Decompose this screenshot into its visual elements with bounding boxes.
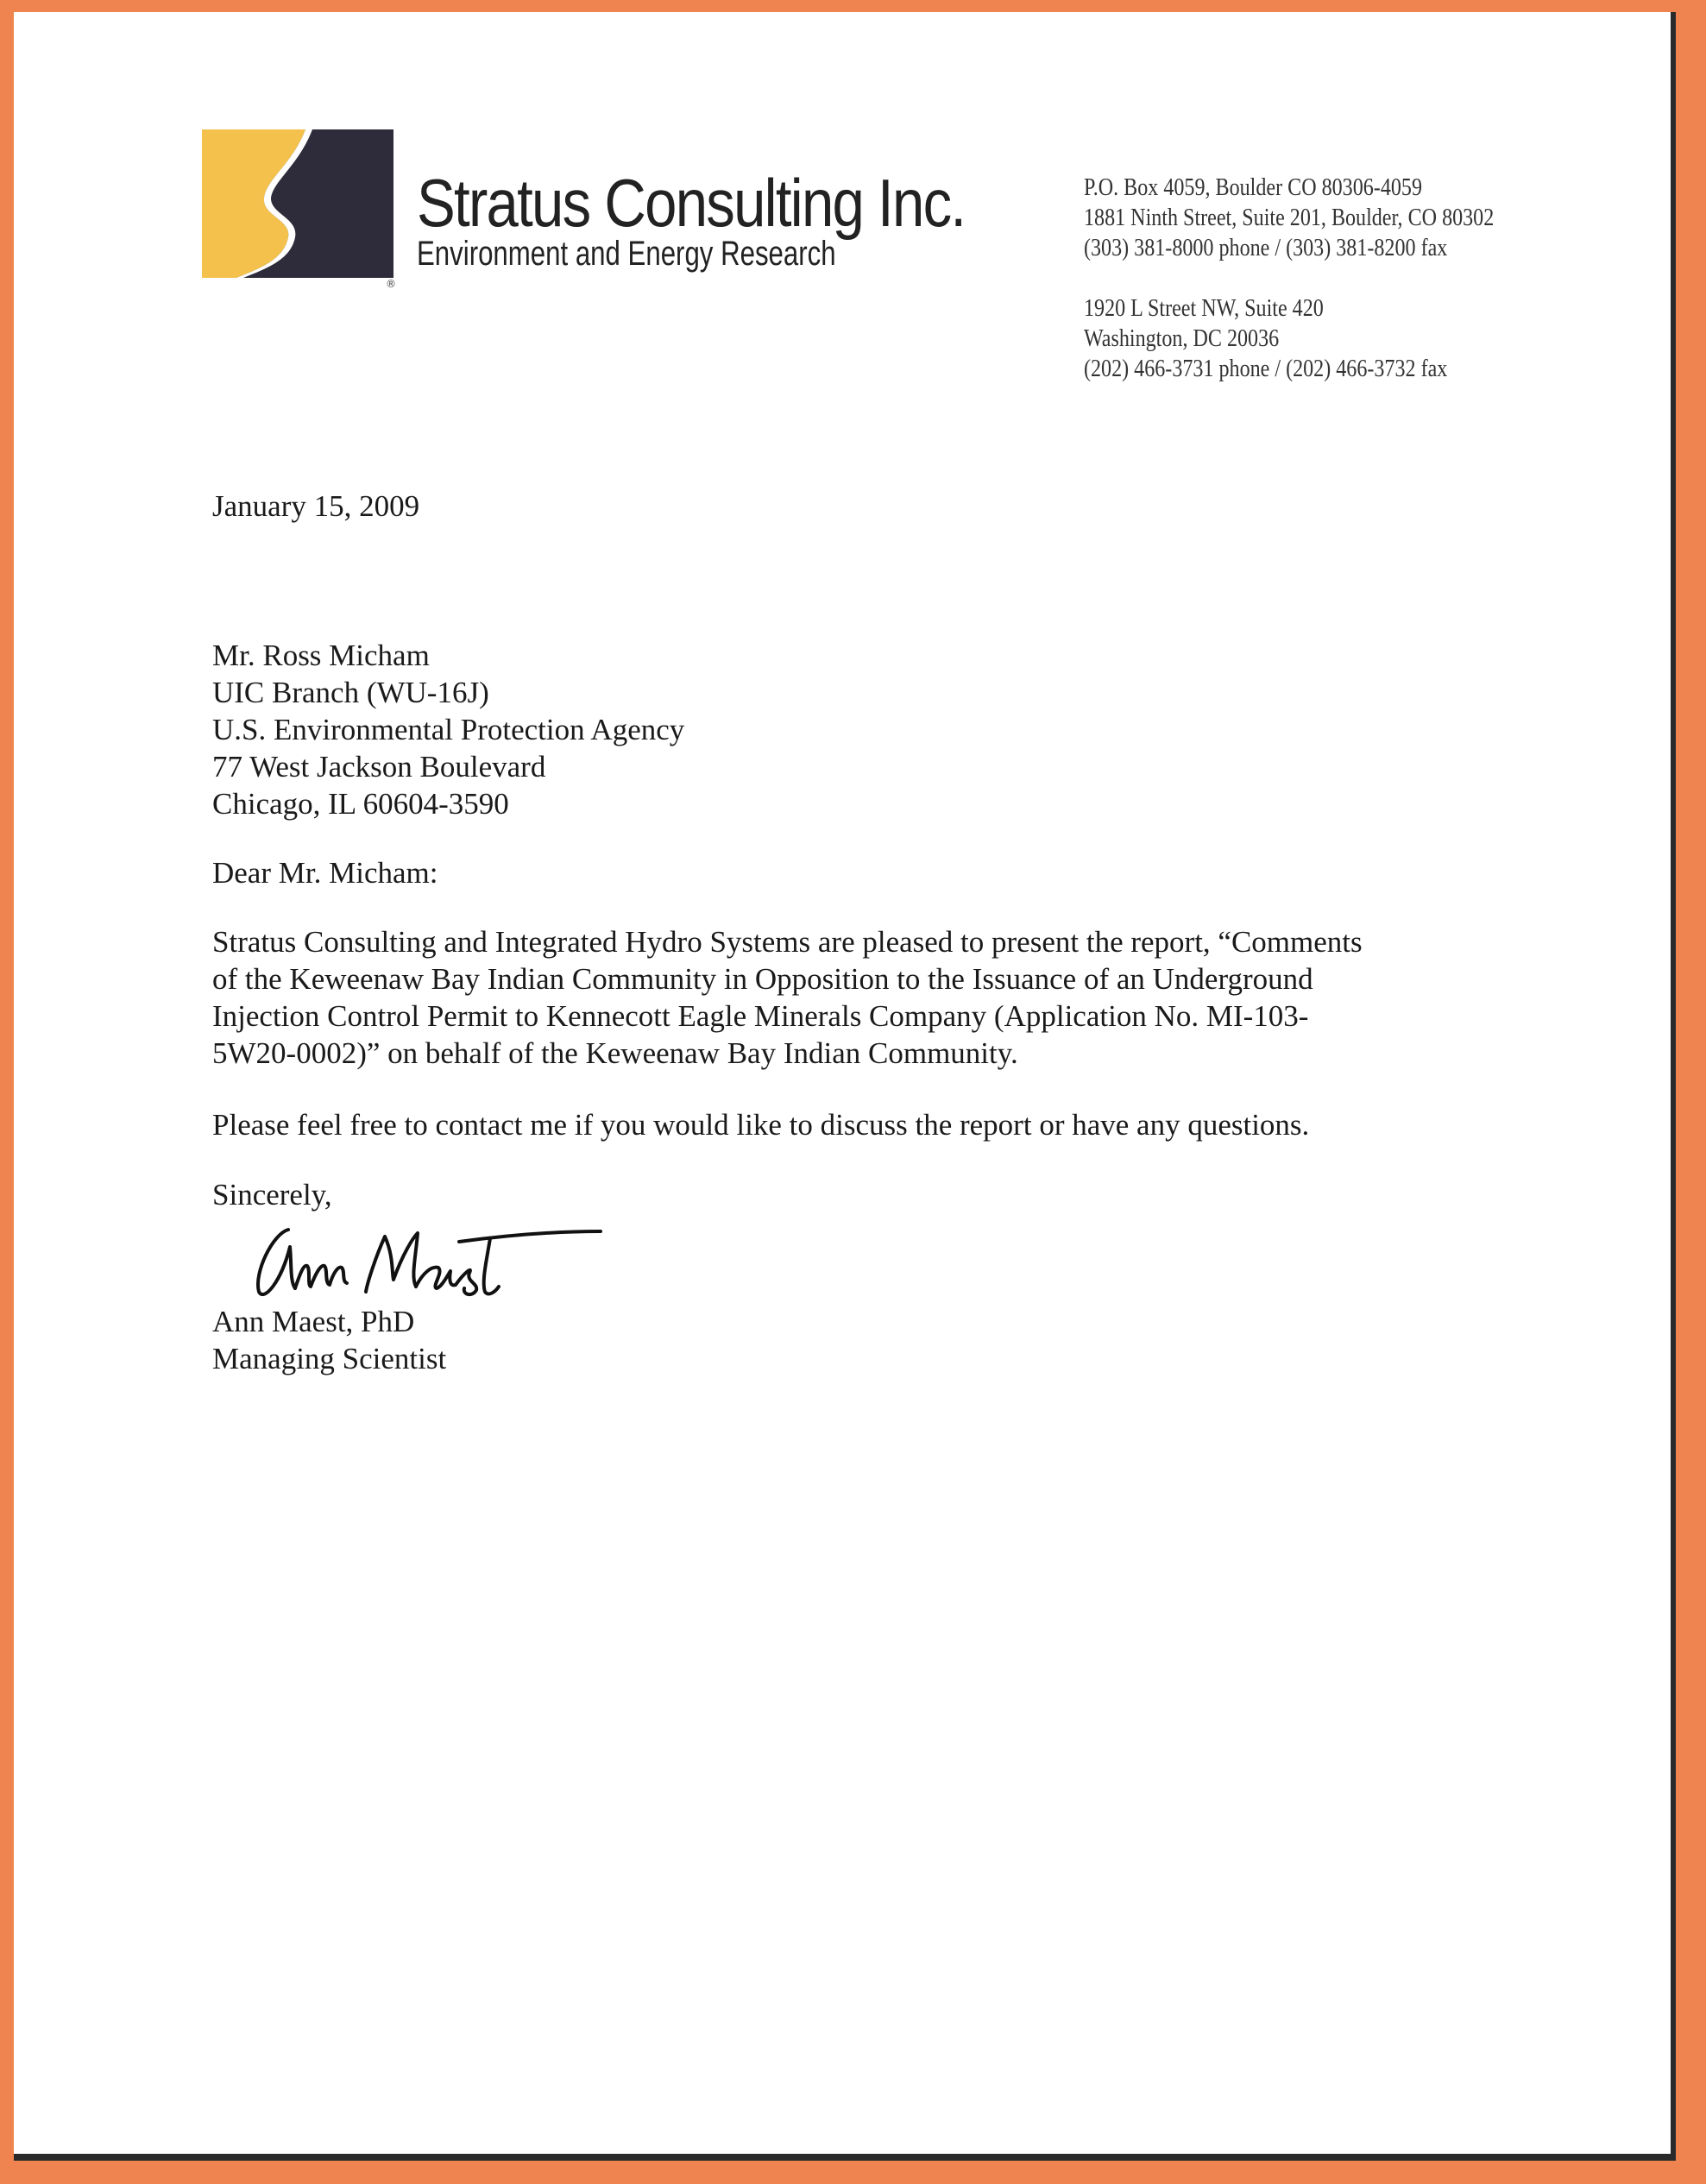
company-name: Stratus Consulting Inc. <box>417 165 966 241</box>
page-shadow-bottom <box>14 2154 1676 2161</box>
body-paragraph-1 <box>212 923 1507 1072</box>
letterhead-company <box>417 165 1054 273</box>
office-address-boulder <box>1084 173 1494 263</box>
paragraph-line: 5W20-0002)” on behalf of the Keweenaw Bay Indian Community. <box>212 1036 1018 1070</box>
recipient-city: Chicago, IL 60604-3590 <box>212 787 509 821</box>
letter-date: January 15, 2009 <box>212 489 420 523</box>
paragraph-line: of the Keweenaw Bay Indian Community in Opposition to the Issuance of an Underground <box>212 962 1313 996</box>
signer-title: Managing Scientist <box>212 1342 447 1375</box>
recipient-block <box>212 637 684 822</box>
address-line: 1881 Ninth Street, Suite 201, Boulder, CO 80302 <box>1084 205 1495 231</box>
recipient-name: Mr. Ross Micham <box>212 639 430 672</box>
handwritten-signature <box>247 1212 609 1307</box>
salutation: Dear Mr. Micham: <box>212 856 438 890</box>
address-line: Washington, DC 20036 <box>1084 325 1280 352</box>
paragraph-line: Stratus Consulting and Integrated Hydro Systems are pleased to present the report, “Comments <box>212 925 1363 959</box>
contact-line: (303) 381-8000 phone / (303) 381-8200 fax <box>1084 235 1448 261</box>
company-tagline: Environment and Energy Research <box>417 235 836 273</box>
paragraph-line: Injection Control Permit to Kennecott Eagle Minerals Company (Application No. MI-103- <box>212 999 1309 1033</box>
recipient-branch: UIC Branch (WU-16J) <box>212 676 489 709</box>
closing: Sincerely, <box>212 1178 332 1212</box>
recipient-agency: U.S. Environmental Protection Agency <box>212 713 685 746</box>
company-logo-icon <box>202 129 393 278</box>
page-shadow-right <box>1671 12 1676 2161</box>
address-line: 1920 L Street NW, Suite 420 <box>1084 295 1324 322</box>
signer-block <box>212 1303 446 1377</box>
recipient-street: 77 West Jackson Boulevard <box>212 750 546 784</box>
body-paragraph-2: Please feel free to contact me if you would like to discuss the report or have any questions. <box>212 1108 1310 1142</box>
office-address-washington <box>1084 293 1447 384</box>
registered-mark: ® <box>386 278 396 290</box>
contact-line: (202) 466-3731 phone / (202) 466-3732 fax <box>1084 356 1448 382</box>
signer-name: Ann Maest, PhD <box>212 1305 415 1338</box>
address-line: P.O. Box 4059, Boulder CO 80306-4059 <box>1084 174 1422 201</box>
